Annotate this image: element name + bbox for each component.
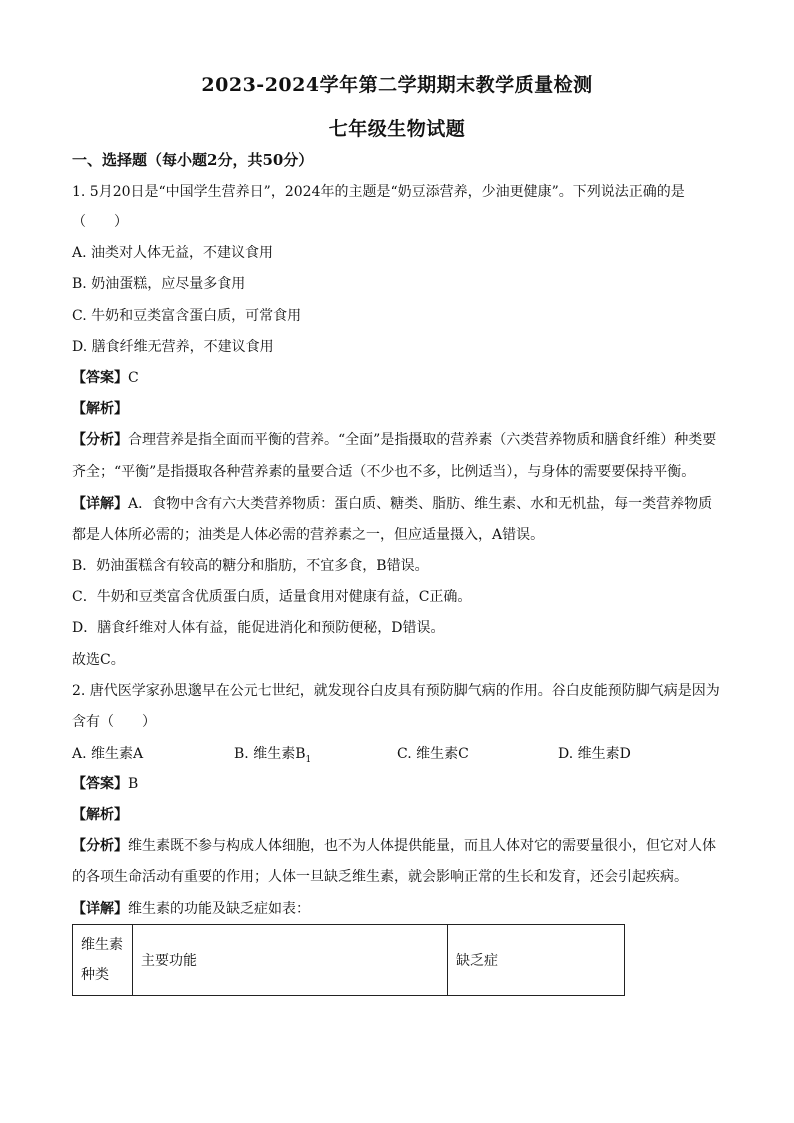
q2-stem-line2: 含有（ ） <box>72 714 156 730</box>
q2-option-b-sub: 1 <box>305 754 312 765</box>
q1-analysis-line2: 齐全；“平衡”是指摄取各种营养素的量要合适（不少也不多，比例适当），与身体的需要要保持平衡。 <box>72 464 696 480</box>
section-heading: 一、选择题（每小题2分，共50分） <box>72 151 314 169</box>
q1-option-d: D. 膳食纤维无营养，不建议食用 <box>72 339 274 355</box>
q1-conclusion: 故选C。 <box>72 652 125 668</box>
analysis-text: 合理营养是指全面而平衡的营养。“全面”是指摄取的营养素（六类营养物质和膳食纤维）种类要 <box>128 432 717 448</box>
q2-detail-line1 <box>72 899 310 919</box>
table-header-deficiency: 缺乏症 <box>448 925 625 996</box>
q1-detail-c: C．牛奶和豆类富含优质蛋白质，适量食用对健康有益，C正确。 <box>72 589 472 605</box>
q1-detail-line1 <box>72 494 712 514</box>
q2-answer <box>72 774 138 794</box>
table-header-function: 主要功能 <box>133 925 448 996</box>
q2-analysis-line1 <box>72 836 716 856</box>
q1-stem-line2: （ ） <box>72 214 128 230</box>
table-row <box>73 925 625 996</box>
q2-stem-line1: 2. 唐代医学家孙思邈早在公元七世纪，就发现谷白皮具有预防脚气病的作用。谷白皮能预防脚气病是因为 <box>72 683 720 699</box>
answer-value: C <box>128 370 139 386</box>
analysis-tag: 【分析】 <box>72 838 128 854</box>
detail-tag: 【详解】 <box>72 901 128 917</box>
q2-option-c: C. 维生素C <box>397 746 469 762</box>
q2-option-a: A. 维生素A <box>72 746 144 762</box>
q1-option-c: C. 牛奶和豆类富含蛋白质，可常食用 <box>72 308 302 324</box>
q1-detail-d: D．膳食纤维对人体有益，能促进消化和预防便秘，D错误。 <box>72 620 445 636</box>
page-title: 2023-2024学年第二学期期末教学质量检测 <box>201 74 593 96</box>
detail-tag: 【详解】 <box>72 496 128 512</box>
q2-option-b-text: B. 维生素B <box>234 746 306 762</box>
detail-text: A．食物中含有六大类营养物质：蛋白质、糖类、脂肪、维生素、水和无机盐，每一类营养物质 <box>128 496 713 512</box>
answer-tag: 【答案】 <box>72 370 128 386</box>
q1-stem-line1: 1. 5月20日是“中国学生营养日”，2024年的主题是“奶豆添营养，少油更健康”。下列说法正确的是 <box>72 184 685 200</box>
q2-analysis-line2: 的各项生命活动有重要的作用；人体一旦缺乏维生素，就会影响正常的生长和发育，还会引起疾病。 <box>72 869 688 885</box>
analysis-tag: 【分析】 <box>72 432 128 448</box>
table-header-type <box>73 925 133 996</box>
header-type-line1: 维生素 <box>81 937 123 953</box>
q1-answer <box>72 368 139 388</box>
q2-explain-tag: 【解析】 <box>72 807 128 823</box>
q1-analysis-line1 <box>72 430 716 450</box>
q2-option-b <box>234 743 311 765</box>
header-type-line2: 种类 <box>81 967 109 983</box>
answer-value: B <box>128 776 139 792</box>
q1-option-a: A. 油类对人体无益，不建议食用 <box>72 245 274 261</box>
q2-option-d: D. 维生素D <box>558 746 631 762</box>
answer-tag: 【答案】 <box>72 776 128 792</box>
q1-detail-line2: 都是人体所必需的；油类是人体必需的营养素之一，但应适量摄入，A错误。 <box>72 527 545 543</box>
analysis-text: 维生素既不参与构成人体细胞，也不为人体提供能量，而且人体对它的需要量很小，但它对人体 <box>128 838 716 854</box>
vitamin-table <box>72 924 625 996</box>
detail-text: 维生素的功能及缺乏症如表： <box>128 901 310 917</box>
q1-detail-b: B．奶油蛋糕含有较高的糖分和脂肪，不宜多食，B错误。 <box>72 558 429 574</box>
q1-explain-tag: 【解析】 <box>72 401 128 417</box>
q1-option-b: B. 奶油蛋糕，应尽量多食用 <box>72 276 246 292</box>
page-subtitle: 七年级生物试题 <box>328 118 466 140</box>
